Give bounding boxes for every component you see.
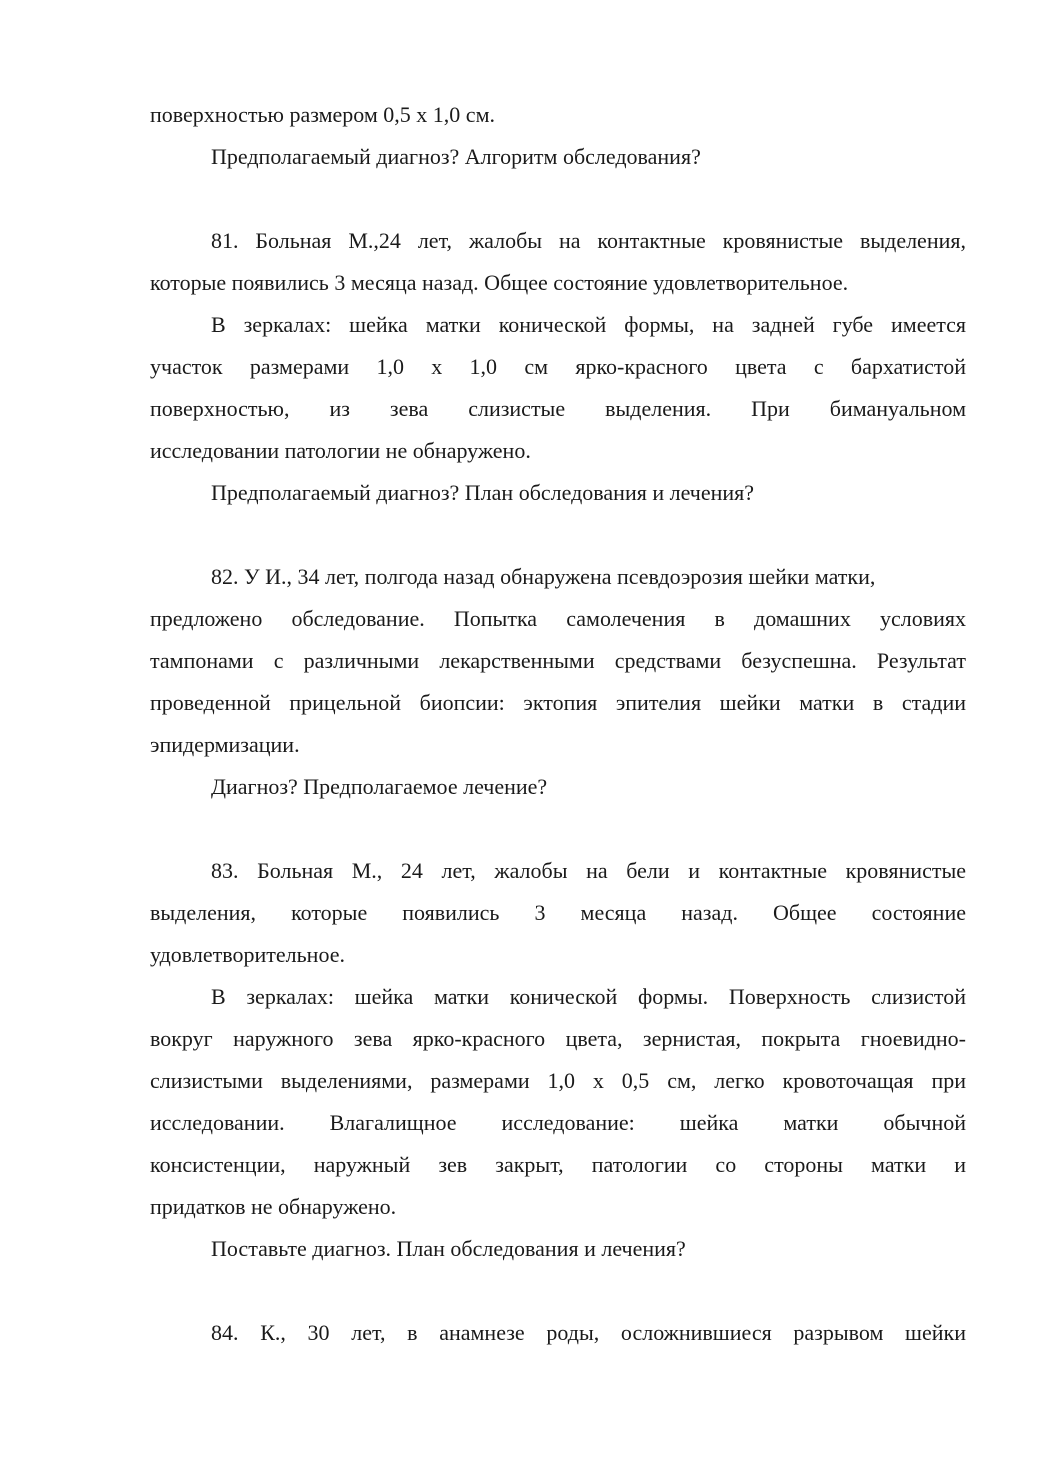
case-81-line-5: поверхностью, из зева слизистые выделения. При бимануальном xyxy=(150,396,966,421)
case-83-line-1: 83. Больная М., 24 лет, жалобы на бели и контактные кровянистые xyxy=(211,858,966,883)
case-81-line-3: В зеркалах: шейка матки конической формы, на задней губе имеется xyxy=(211,312,966,337)
case-83-line-9: придатков не обнаружено. xyxy=(150,1194,397,1219)
case-83 xyxy=(150,850,966,1270)
case-84-line-1: 84. К., 30 лет, в анамнезе роды, осложнившиеся разрывом шейки xyxy=(211,1320,966,1345)
case-83-line-4: В зеркалах: шейка матки конической формы. Поверхность слизистой xyxy=(211,984,966,1009)
case-83-line-3: удовлетворительное. xyxy=(150,942,345,967)
case-82-line-3: тампонами с различными лекарственными средствами безуспешна. Результат xyxy=(150,648,966,673)
spacer xyxy=(150,178,966,220)
case-82-line-4: проведенной прицельной биопсии: эктопия эпителия шейки матки в стадии xyxy=(150,690,966,715)
spacer xyxy=(150,1270,966,1312)
case-81-line-4: участок размерами 1,0 х 1,0 см ярко-красного цвета с бархатистой xyxy=(150,354,966,379)
spacer xyxy=(150,514,966,556)
spacer xyxy=(150,808,966,850)
case-83-line-5: вокруг наружного зева ярко-красного цвета, зернистая, покрыта гноевидно- xyxy=(150,1026,966,1051)
case-81 xyxy=(150,220,966,514)
case-81-line-2: которые появились 3 месяца назад. Общее состояние удовлетворительное. xyxy=(150,270,849,295)
case-83-line-2: выделения, которые появились 3 месяца назад. Общее состояние xyxy=(150,900,966,925)
case-82 xyxy=(150,556,966,808)
intro-line: поверхностью размером 0,5 х 1,0 см. xyxy=(150,102,495,127)
case-82-question: Диагноз? Предполагаемое лечение? xyxy=(211,774,548,799)
intro-question: Предполагаемый диагноз? Алгоритм обследования? xyxy=(211,144,701,169)
case-81-question: Предполагаемый диагноз? План обследования и лечения? xyxy=(211,480,755,505)
case-82-line-1: 82. У И., 34 лет, полгода назад обнаружена псевдоэрозия шейки матки, xyxy=(211,564,876,589)
case-83-line-6: слизистыми выделениями, размерами 1,0 х 0,5 см, легко кровоточащая при xyxy=(150,1068,966,1093)
case-83-line-7: исследовании. Влагалищное исследование: шейка матки обычной xyxy=(150,1110,966,1135)
case-84 xyxy=(150,1312,966,1354)
case-83-line-8: консистенции, наружный зев закрыт, патологии со стороны матки и xyxy=(150,1152,966,1177)
case-81-line-6: исследовании патологии не обнаружено. xyxy=(150,438,531,463)
case-83-question: Поставьте диагноз. План обследования и лечения? xyxy=(211,1236,686,1261)
case-82-line-2: предложено обследование. Попытка самолечения в домашних условиях xyxy=(150,606,966,631)
case-82-line-5: эпидермизации. xyxy=(150,732,300,757)
case-81-line-1: 81. Больная М.,24 лет, жалобы на контактные кровянистые выделения, xyxy=(211,228,966,253)
document-page xyxy=(150,94,966,1354)
